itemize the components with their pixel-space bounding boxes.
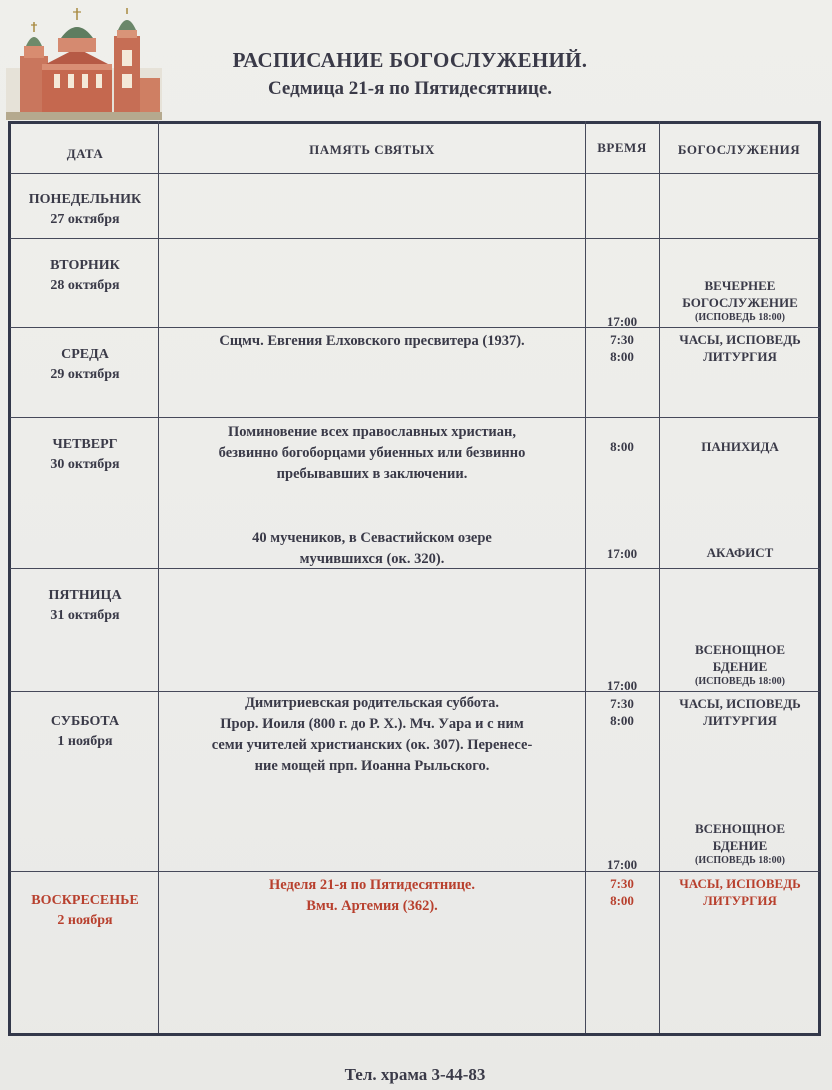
- row-divider: [10, 691, 820, 692]
- column-header-date: ДАТА: [66, 146, 104, 161]
- service-time: 17:00: [606, 678, 638, 693]
- day-name: СУББОТА: [50, 714, 120, 729]
- row-divider: [10, 238, 820, 239]
- service-name: [660, 331, 820, 365]
- service-line: ВСЕНОЩНОЕ: [694, 642, 786, 657]
- row-day: [12, 586, 158, 626]
- service-name: [660, 641, 820, 689]
- service-line: ЛИТУРГИЯ: [703, 893, 777, 908]
- column-divider: [158, 121, 159, 1033]
- memory-line: пребывавших в заключении.: [276, 466, 468, 482]
- service-line: ВСЕНОЩНОЕ: [694, 821, 786, 836]
- time-line: 7:30: [610, 696, 634, 711]
- column-header-services: БОГОСЛУЖЕНИЯ: [677, 142, 801, 157]
- saints-memory: [160, 331, 584, 352]
- row-day: [12, 345, 158, 385]
- service-time: 17:00: [606, 314, 638, 329]
- row-divider: [10, 173, 820, 174]
- time-line: 8:00: [610, 349, 634, 364]
- day-date: 28 октября: [50, 278, 120, 293]
- confession-note: (ИСПОВЕДЬ 18:00): [695, 855, 785, 866]
- service-time: [586, 331, 658, 365]
- column-header-saints: ПАМЯТЬ СВЯТЫХ: [309, 142, 435, 157]
- service-line: ЧАСЫ, ИСПОВЕДЬ: [679, 876, 801, 891]
- service-time: [586, 875, 658, 909]
- memory-line: мучившихся (ок. 320).: [299, 551, 445, 567]
- day-date: 31 октября: [50, 608, 120, 623]
- confession-note: (ИСПОВЕДЬ 18:00): [695, 676, 785, 687]
- row-day: [12, 891, 158, 931]
- memory-line: ние мощей прп. Иоанна Рыльского.: [254, 758, 490, 774]
- saints-memory: [160, 875, 584, 917]
- memory-line: безвинно богоборцами убиенных или безвинно: [218, 445, 526, 461]
- day-name: ПЯТНИЦА: [48, 588, 122, 603]
- day-date: 30 октября: [50, 457, 120, 472]
- service-line: ЧАСЫ, ИСПОВЕДЬ: [679, 332, 801, 347]
- church-illustration-icon: [6, 8, 162, 120]
- page-subtitle: Седмица 21-я по Пятидесятнице.: [267, 78, 553, 99]
- memory-line: Сщмч. Евгения Елховского пресвитера (1937).: [219, 333, 525, 349]
- service-time: 17:00: [606, 546, 638, 561]
- day-name: СРЕДА: [61, 347, 109, 362]
- time-line: 7:30: [610, 876, 634, 891]
- row-day: [12, 190, 158, 230]
- service-line: ВЕЧЕРНЕЕ: [704, 278, 776, 293]
- memory-line: Поминовение всех православных христиан,: [227, 424, 517, 440]
- column-header-time: ВРЕМЯ: [597, 140, 647, 155]
- service-line: ЛИТУРГИЯ: [703, 713, 777, 728]
- time-line: 8:00: [610, 893, 634, 908]
- time-line: 8:00: [610, 713, 634, 728]
- service-line: БОГОСЛУЖЕНИЕ: [682, 295, 798, 310]
- row-divider: [10, 327, 820, 328]
- day-date: 2 ноября: [57, 913, 113, 928]
- memory-line: Неделя 21-я по Пятидесятнице.: [268, 877, 475, 893]
- day-name: ЧЕТВЕРГ: [52, 437, 118, 452]
- service-time: 17:00: [606, 857, 638, 872]
- day-date: 29 октября: [50, 367, 120, 382]
- row-day: [12, 256, 158, 296]
- service-name: [660, 875, 820, 909]
- confession-note: (ИСПОВЕДЬ 18:00): [695, 312, 785, 323]
- day-name: ВТОРНИК: [50, 258, 120, 273]
- church-phone: Тел. храма 3-44-83: [344, 1065, 486, 1084]
- page-title: РАСПИСАНИЕ БОГОСЛУЖЕНИЙ.: [232, 48, 588, 72]
- service-time: [586, 695, 658, 729]
- day-date: 27 октября: [50, 212, 120, 227]
- day-name: ВОСКРЕСЕНЬЕ: [31, 893, 139, 908]
- memory-line: семи учителей христианских (ок. 307). Перенесе-: [211, 737, 533, 753]
- day-date: 1 ноября: [57, 734, 113, 749]
- service-line: ЧАСЫ, ИСПОВЕДЬ: [679, 696, 801, 711]
- service-line: БДЕНИЕ: [712, 838, 768, 853]
- time-line: 7:30: [610, 332, 634, 347]
- memory-line: Димитриевская родительская суббота.: [244, 695, 500, 711]
- saints-memory: [160, 693, 584, 777]
- service-line: ЛИТУРГИЯ: [703, 349, 777, 364]
- day-name: ПОНЕДЕЛЬНИК: [28, 192, 142, 207]
- service-name: [660, 820, 820, 868]
- service-name: [660, 695, 820, 729]
- row-divider: [10, 871, 820, 872]
- service-name: [660, 277, 820, 325]
- service-time: 8:00: [610, 439, 634, 454]
- service-name: АКАФИСТ: [706, 545, 774, 560]
- memory-line: Прор. Иоиля (800 г. до Р. Х.). Мч. Уара и с ним: [220, 716, 524, 732]
- row-divider: [10, 417, 820, 418]
- memory-line: Вмч. Артемия (362).: [306, 898, 438, 914]
- saints-memory-second: [160, 528, 584, 570]
- row-day: [12, 435, 158, 475]
- service-line: БДЕНИЕ: [712, 659, 768, 674]
- row-day: [12, 712, 158, 752]
- service-name: ПАНИХИДА: [701, 439, 779, 454]
- saints-memory: [160, 422, 584, 485]
- memory-line: 40 мучеников, в Севастийском озере: [252, 530, 492, 546]
